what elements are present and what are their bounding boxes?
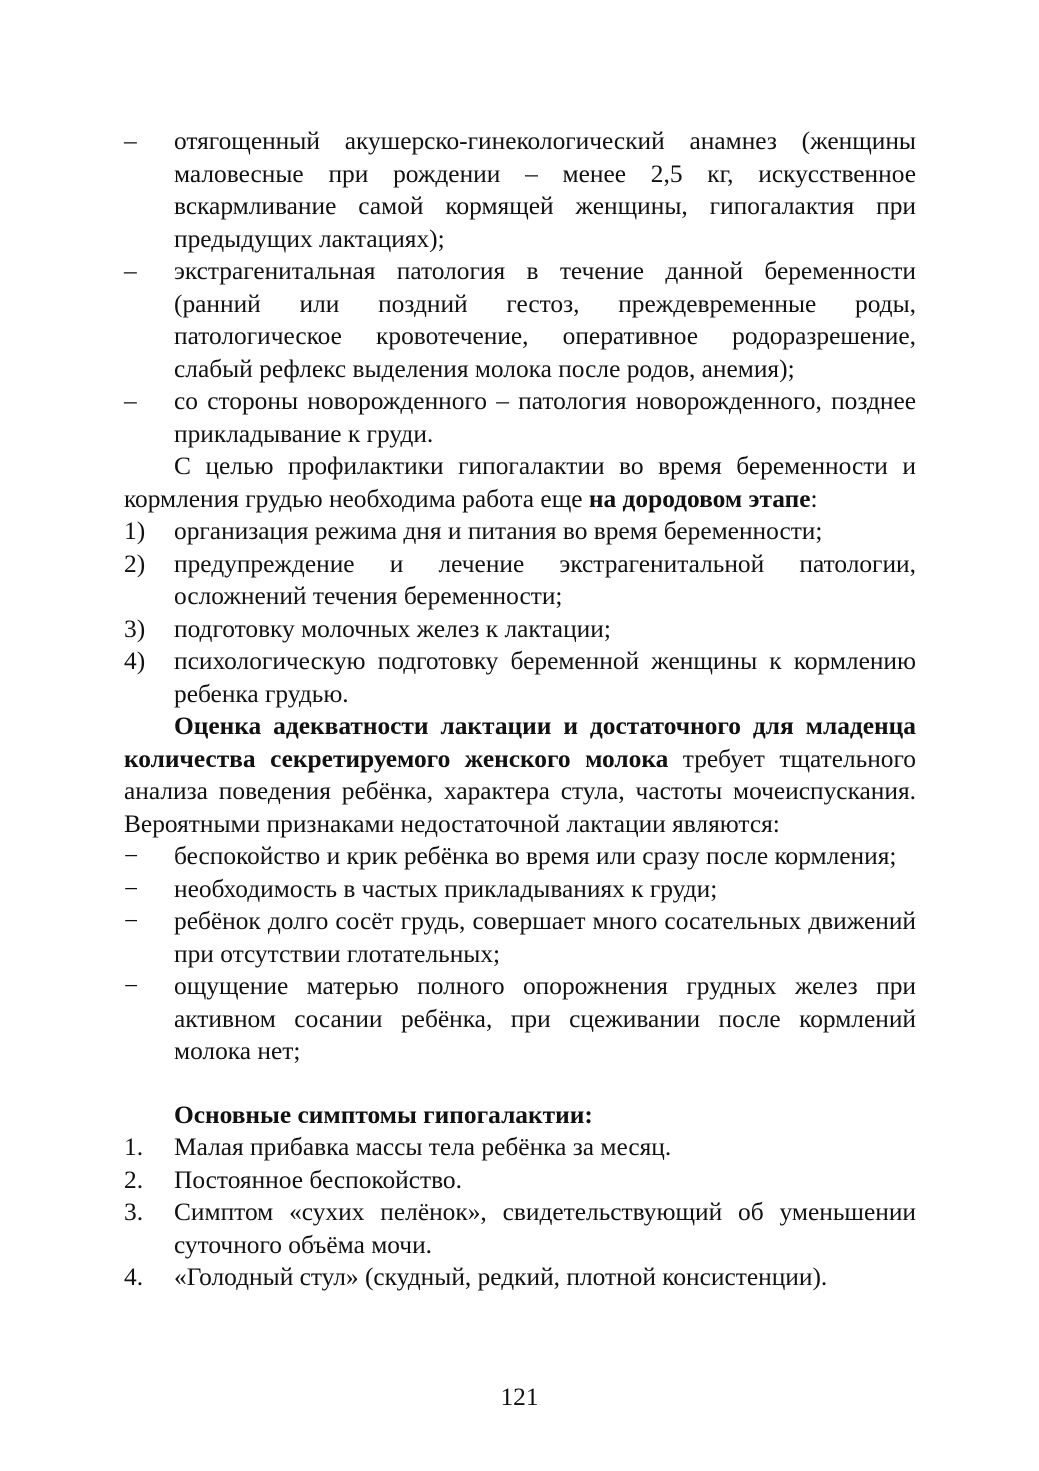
list-marker: −	[124, 842, 139, 870]
list-item	[124, 548, 916, 613]
list-item-text: отягощенный акушерско-гинекологический анамнез (женщины маловесные при рождении – менее 2,5 кг, искусственное вскармливание самой кормящей женщины, гипогалактия при предыдущих лактациях);	[174, 127, 916, 253]
list-item-text: необходимость в частых прикладываниях к груди;	[174, 874, 718, 903]
list-marker: 4)	[124, 647, 146, 675]
list-marker: 2)	[124, 549, 146, 578]
list-item-text: предупреждение и лечение экстрагенитальной патологии, осложнений течения беременности;	[174, 549, 916, 610]
bold-phrase: на дородовом этапе	[588, 484, 811, 513]
list-marker: −	[124, 874, 139, 903]
list-item	[124, 970, 916, 1068]
section-heading: Основные симптомы гипогалактии:	[174, 1100, 593, 1129]
list-item	[124, 385, 916, 450]
list-item-text: Постоянное беспокойство.	[174, 1165, 462, 1194]
symptoms-list	[124, 1131, 916, 1294]
list-item-text: психологическую подготовку беременной женщины к кормлению ребенка грудью.	[174, 647, 916, 708]
list-item	[124, 1261, 916, 1294]
list-item	[124, 873, 916, 906]
list-item-text: Симптом «сухих пелёнок», свидетельствующий об уменьшении суточного объёма мочи.	[174, 1198, 916, 1259]
assessment-paragraph	[124, 710, 916, 840]
list-marker: −	[124, 907, 139, 935]
page-content	[124, 125, 916, 1294]
list-marker: 2.	[124, 1165, 144, 1194]
list-item-text: ощущение матерью полного опорожнения грудных желез при активном сосании ребёнка, при сцеживании после кормлений молока нет;	[174, 972, 916, 1065]
list-marker: 3.	[124, 1198, 144, 1226]
list-item	[124, 1131, 916, 1164]
list-item-text: организация режима дня и питания во время беременности;	[174, 517, 823, 545]
list-item-text: «Голодный стул» (скудный, редкий, плотной консистенции).	[174, 1263, 828, 1291]
list-marker: –	[124, 127, 137, 155]
paragraph-text: требует тщательного анализа поведения ребёнка, характера стула, частоты мочеиспускания. Вероятными признаками недостаточной лактации являются:	[124, 744, 916, 838]
prevention-list	[124, 515, 916, 710]
list-item	[124, 1196, 916, 1261]
list-item-text: Малая прибавка массы тела ребёнка за месяц.	[174, 1133, 672, 1161]
paragraph-text: :	[810, 484, 818, 513]
list-item	[124, 1164, 916, 1197]
list-item	[124, 125, 916, 255]
list-item-text: экстрагенитальная патология в течение данной беременности (ранний или поздний гестоз, преждевременные роды, патологическое кровотечение, оперативное родоразрешение, слабый рефлекс выделения молока после родов, анемия);	[174, 257, 916, 383]
list-marker: 1.	[124, 1133, 144, 1161]
list-item	[124, 515, 916, 548]
list-marker: −	[124, 972, 139, 1000]
list-marker: 4.	[124, 1263, 144, 1291]
list-marker: –	[124, 387, 137, 415]
list-marker: 1)	[124, 517, 146, 545]
paragraph-text: С целью профилактики гипогалактии во время беременности и кормления грудью необходима работа еще	[124, 452, 916, 513]
list-item	[124, 613, 916, 646]
prevention-paragraph	[124, 450, 916, 515]
list-item-text: ребёнок долго сосёт грудь, совершает много сосательных движений при отсутствии глотательных;	[174, 907, 916, 968]
list-item	[124, 905, 916, 970]
page-number: 121	[500, 1383, 539, 1411]
list-item	[124, 645, 916, 710]
list-item-text: подготовку молочных желез к лактации;	[174, 614, 611, 643]
list-item-text: беспокойство и крик ребёнка во время или сразу после кормления;	[174, 842, 897, 870]
list-marker: –	[124, 257, 137, 285]
risk-factor-list	[124, 125, 916, 450]
bold-phrase: Оценка адекватности лактации и достаточного для младенца количества секретируемого женского молока	[124, 712, 916, 773]
list-item	[124, 255, 916, 385]
list-marker: 3)	[124, 614, 146, 643]
list-item-text: со стороны новорожденного – патология новорожденного, позднее прикладывание к груди.	[174, 387, 916, 448]
list-item	[124, 840, 916, 873]
insufficient-lactation-signs-list	[124, 840, 916, 1068]
